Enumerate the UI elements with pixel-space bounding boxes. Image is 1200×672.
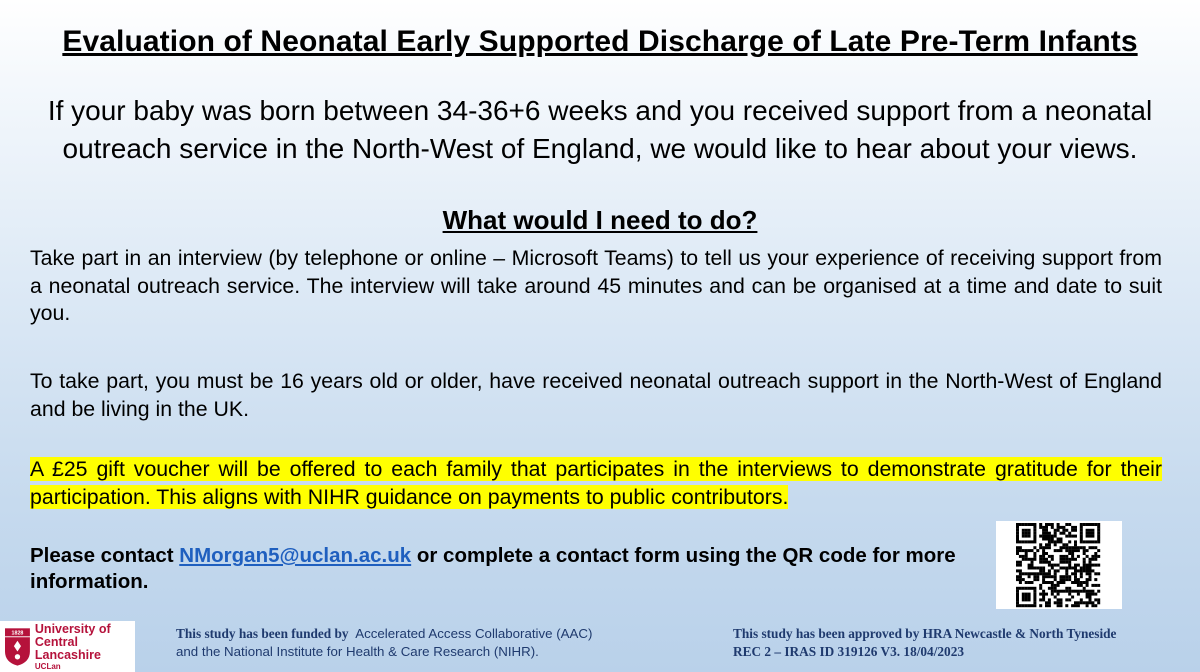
section-heading: What would I need to do? <box>442 205 758 235</box>
eligibility-paragraph: To take part, you must be 16 years old or older, have received neonatal outreach support in the North-West of England and be living in the UK. <box>30 369 1162 421</box>
logo-line2: Central Lancashire <box>34 634 101 662</box>
qr-code-image <box>996 521 1122 609</box>
page-title: Evaluation of Neonatal Early Supported Discharge of Late Pre-Term Infants <box>62 25 1138 58</box>
crest-icon <box>5 626 30 668</box>
funding-lead: This study has been funded by <box>176 626 349 641</box>
email-link[interactable]: NMorgan5@uclan.ac.uk <box>179 544 412 567</box>
qr-code[interactable] <box>996 521 1122 609</box>
logo-line1: University of <box>34 621 111 636</box>
intro-text: If your baby was born between 34-36+6 weeks and you received support from a neonatal outreach service in the North-West of England, we would like to hear about your views. <box>47 95 1153 164</box>
funding-note <box>176 625 606 661</box>
funding-body: Accelerated Access Collaborative (AAC) and the National Institute for Health & Care Research (NIHR). <box>176 626 593 659</box>
approval-note <box>733 625 1193 661</box>
voucher-highlight: A £25 gift voucher will be offered to each family that participates in the interviews to demonstrate gratitude for their participation. This aligns with NIHR guidance on payments to public contributors. <box>30 457 1162 509</box>
approval-line1: This study has been approved by HRA Newcastle & North Tyneside <box>733 626 1117 641</box>
contact-suffix: or complete a contact form using the QR code for more information. <box>30 544 956 593</box>
crest-year: 1828 <box>11 630 24 637</box>
interview-paragraph: Take part in an interview (by telephone or online – Microsoft Teams) to tell us your experience of receiving support from a neonatal outreach service. The interview will take around 45 minutes and can be organised at a time and date to suit you. <box>30 246 1162 325</box>
contact-text <box>30 543 990 595</box>
logo-short: UCLan <box>34 661 61 671</box>
voucher-paragraph <box>30 456 1162 511</box>
approval-line2: REC 2 – IRAS ID 319126 V3. 18/04/2023 <box>733 644 964 659</box>
contact-prefix: Please contact <box>30 544 180 567</box>
uclan-logo <box>0 621 135 672</box>
